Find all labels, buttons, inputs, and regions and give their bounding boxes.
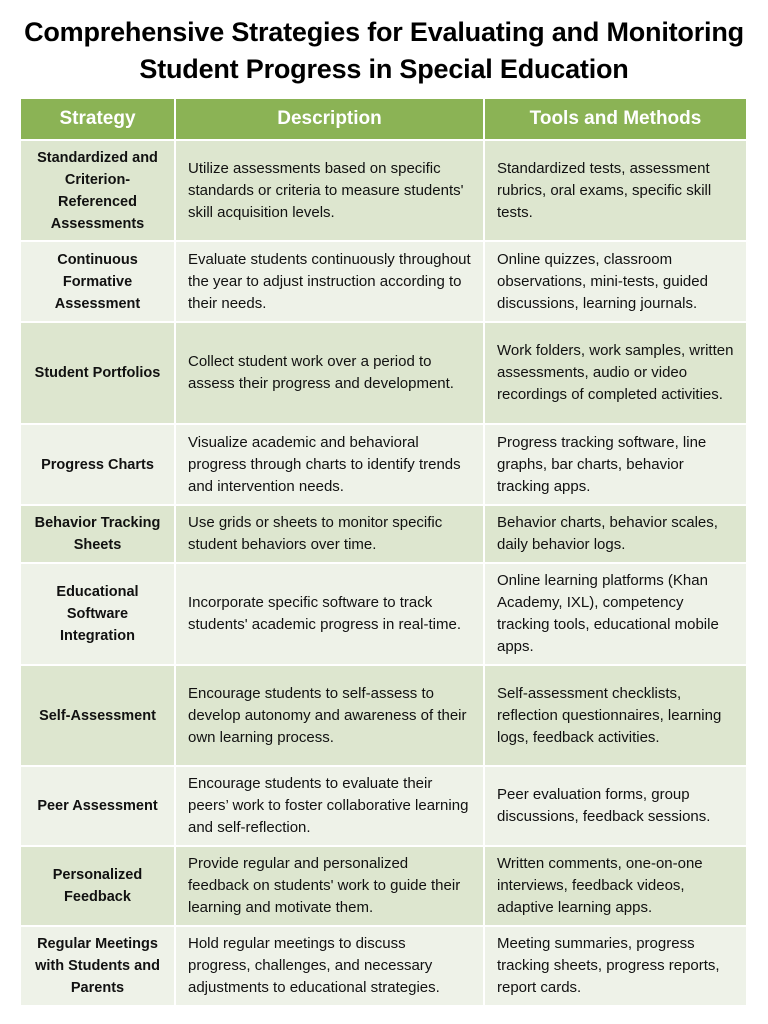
description-cell: Encourage students to evaluate their peers’ work to foster collaborative learning and self-reflection. xyxy=(176,767,485,847)
description-cell: Utilize assessments based on specific standards or criteria to measure students' skill acquisition levels. xyxy=(176,141,485,242)
description-cell: Use grids or sheets to monitor specific student behaviors over time. xyxy=(176,506,485,564)
table-header-row xyxy=(21,99,746,141)
strategy-cell: Standardized and Criterion-Referenced Assessments xyxy=(21,141,176,242)
description-cell: Evaluate students continuously throughout the year to adjust instruction according to their needs. xyxy=(176,242,485,323)
description-cell: Collect student work over a period to assess their progress and development. xyxy=(176,323,485,425)
tools-cell: Peer evaluation forms, group discussions, feedback sessions. xyxy=(485,767,746,847)
strategy-cell: Behavior Tracking Sheets xyxy=(21,506,176,564)
strategy-cell: Personalized Feedback xyxy=(21,847,176,927)
title-line-1: Comprehensive Strategies for Evaluating and Monitoring xyxy=(24,17,744,47)
table-row xyxy=(21,506,746,564)
table-row xyxy=(21,564,746,666)
table-row xyxy=(21,141,746,242)
header-description: Description xyxy=(176,99,485,141)
description-cell: Provide regular and personalized feedback on students' work to guide their learning and motivate them. xyxy=(176,847,485,927)
table-row xyxy=(21,847,746,927)
strategy-cell: Continuous Formative Assessment xyxy=(21,242,176,323)
tools-cell: Online quizzes, classroom observations, mini-tests, guided discussions, learning journals. xyxy=(485,242,746,323)
tools-cell: Standardized tests, assessment rubrics, oral exams, specific skill tests. xyxy=(485,141,746,242)
description-cell: Incorporate specific software to track students' academic progress in real-time. xyxy=(176,564,485,666)
strategy-cell: Student Portfolios xyxy=(21,323,176,425)
tools-cell: Behavior charts, behavior scales, daily behavior logs. xyxy=(485,506,746,564)
table-row xyxy=(21,425,746,506)
header-strategy: Strategy xyxy=(21,99,176,141)
description-cell: Hold regular meetings to discuss progress, challenges, and necessary adjustments to educational strategies. xyxy=(176,927,485,1007)
strategy-cell: Self-Assessment xyxy=(21,666,176,767)
strategy-cell: Educational Software Integration xyxy=(21,564,176,666)
table-row xyxy=(21,242,746,323)
tools-cell: Progress tracking software, line graphs, bar charts, behavior tracking apps. xyxy=(485,425,746,506)
description-cell: Visualize academic and behavioral progress through charts to identify trends and intervention needs. xyxy=(176,425,485,506)
table-row xyxy=(21,666,746,767)
title-line-2: Student Progress in Special Education xyxy=(139,54,629,84)
tools-cell: Meeting summaries, progress tracking sheets, progress reports, report cards. xyxy=(485,927,746,1007)
strategy-cell: Peer Assessment xyxy=(21,767,176,847)
header-tools: Tools and Methods xyxy=(485,99,746,141)
table-row xyxy=(21,927,746,1007)
tools-cell: Written comments, one-on-one interviews, feedback videos, adaptive learning apps. xyxy=(485,847,746,927)
table-row xyxy=(21,323,746,425)
strategies-table xyxy=(21,99,746,1007)
tools-cell: Online learning platforms (Khan Academy, IXL), competency tracking tools, educational mobile apps. xyxy=(485,564,746,666)
tools-cell: Self-assessment checklists, reflection questionnaires, learning logs, feedback activities. xyxy=(485,666,746,767)
strategy-cell: Progress Charts xyxy=(21,425,176,506)
strategy-cell: Regular Meetings with Students and Parents xyxy=(21,927,176,1007)
description-cell: Encourage students to self-assess to develop autonomy and awareness of their own learning process. xyxy=(176,666,485,767)
table-row xyxy=(21,767,746,847)
tools-cell: Work folders, work samples, written assessments, audio or video recordings of completed activities. xyxy=(485,323,746,425)
page-title xyxy=(0,14,768,88)
